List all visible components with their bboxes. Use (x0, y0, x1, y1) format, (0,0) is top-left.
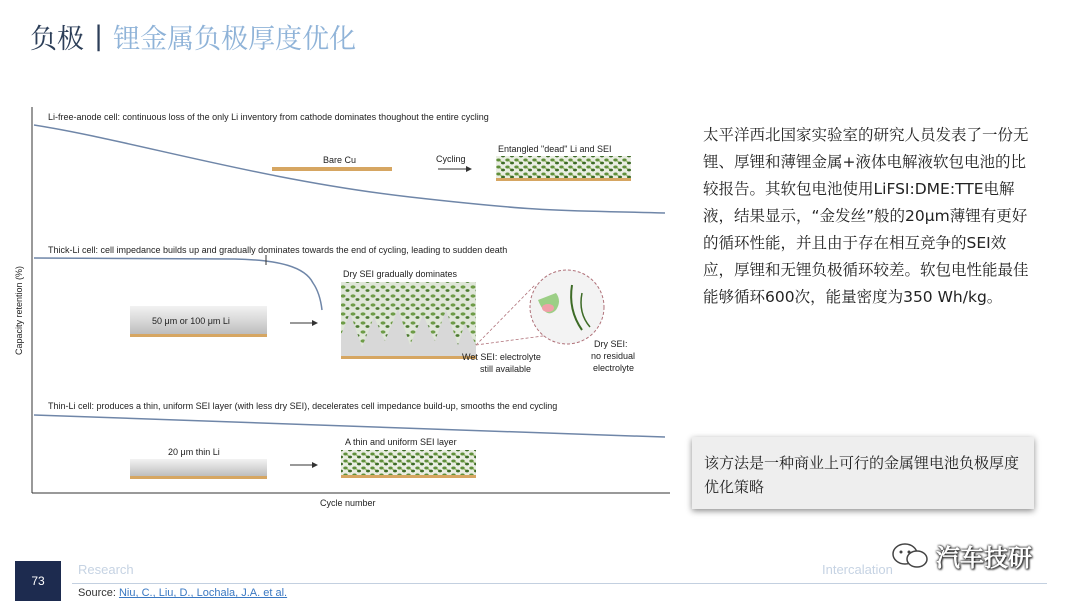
cycling-label: Cycling (436, 154, 466, 164)
watermark-text: 汽车技研 (936, 544, 1032, 572)
thick-li-arrow (312, 320, 318, 326)
entangled-sei-block (496, 156, 631, 178)
cycling-arrow (466, 166, 472, 172)
x-axis-label: Cycle number (320, 498, 376, 508)
thick-li-label: 50 μm or 100 μm Li (152, 316, 230, 326)
page-title (30, 16, 356, 56)
title-main: 负极 (30, 23, 84, 55)
panel1-caption: Li-free-anode cell: continuous loss of the only Li inventory from cathode dominates thoughout the entire cycling (48, 112, 489, 122)
description-text: 太平洋西北国家实验室的研究人员发表了一份无锂、厚锂和薄锂金属+液体电解液软包电池的比较报告。其软包电池使用LiFSI:DME:TTE电解液，结果显示，“金发丝”般的20μm薄锂有更好的循环性能，并且由于存在相互竞争的SEI效应，厚锂和无锂负极循环较差。软包电性能最佳能够循环600次，能量密度为350 Wh/kg。 (703, 126, 1029, 306)
source-link[interactable]: Niu, C., Liu, D., Lochala, J.A. et al. (118, 587, 288, 599)
page-number: 73 (15, 561, 61, 601)
wechat-icon (890, 541, 930, 571)
panel3-caption: Thin-Li cell: produces a thin, uniform SEI layer (with less dry SEI), decelerates cell impedance build-up, smooths the end cycling (48, 401, 558, 411)
figure-diagram (10, 95, 675, 515)
dry-sei-zoom-label-3: electrolyte (593, 363, 635, 373)
footer-left-text: Research (78, 562, 134, 577)
y-axis-label: Capacity retention (%) (14, 265, 24, 355)
bare-cu-bar (272, 167, 392, 171)
dry-sei-zoom-label-1: Dry SEI: (594, 339, 628, 349)
conclusion-callout (692, 437, 1034, 509)
watermark (890, 538, 1032, 573)
thin-li-label: 20 μm thin Li (168, 447, 220, 457)
zoom-circle (530, 270, 604, 344)
title-separator: | (94, 20, 104, 52)
panel2-caption: Thick-Li cell: cell impedance builds up and gradually dominates towards the end of cycling, leading to sudden death (48, 245, 508, 255)
footer-right-text: Intercalation (822, 562, 893, 577)
thin-sei-block (341, 450, 476, 475)
bare-cu-label: Bare Cu (323, 155, 357, 165)
footer-divider (72, 583, 1047, 584)
callout-text: 该方法是一种商业上可行的金属锂电池负极厚度优化策略 (704, 454, 1020, 496)
thin-li-arrow (312, 462, 318, 468)
thin-sei-label: A thin and uniform SEI layer (345, 437, 457, 447)
panel2-curve (34, 258, 322, 310)
wet-sei-label-2: still available (480, 364, 532, 374)
wet-sei-label-1: Wet SEI: electrolyte (462, 352, 541, 362)
panel3-curve (34, 415, 665, 437)
thin-li-block (130, 459, 267, 476)
source-citation (78, 587, 287, 599)
title-subtitle: 锂金属负极厚度优化 (113, 23, 357, 55)
dry-sei-label: Dry SEI gradually dominates (343, 269, 458, 279)
entangled-label: Entangled "dead" Li and SEI (498, 144, 612, 154)
source-prefix: Source: (78, 587, 119, 599)
dry-sei-zoom-label-2: no residual (591, 351, 636, 361)
